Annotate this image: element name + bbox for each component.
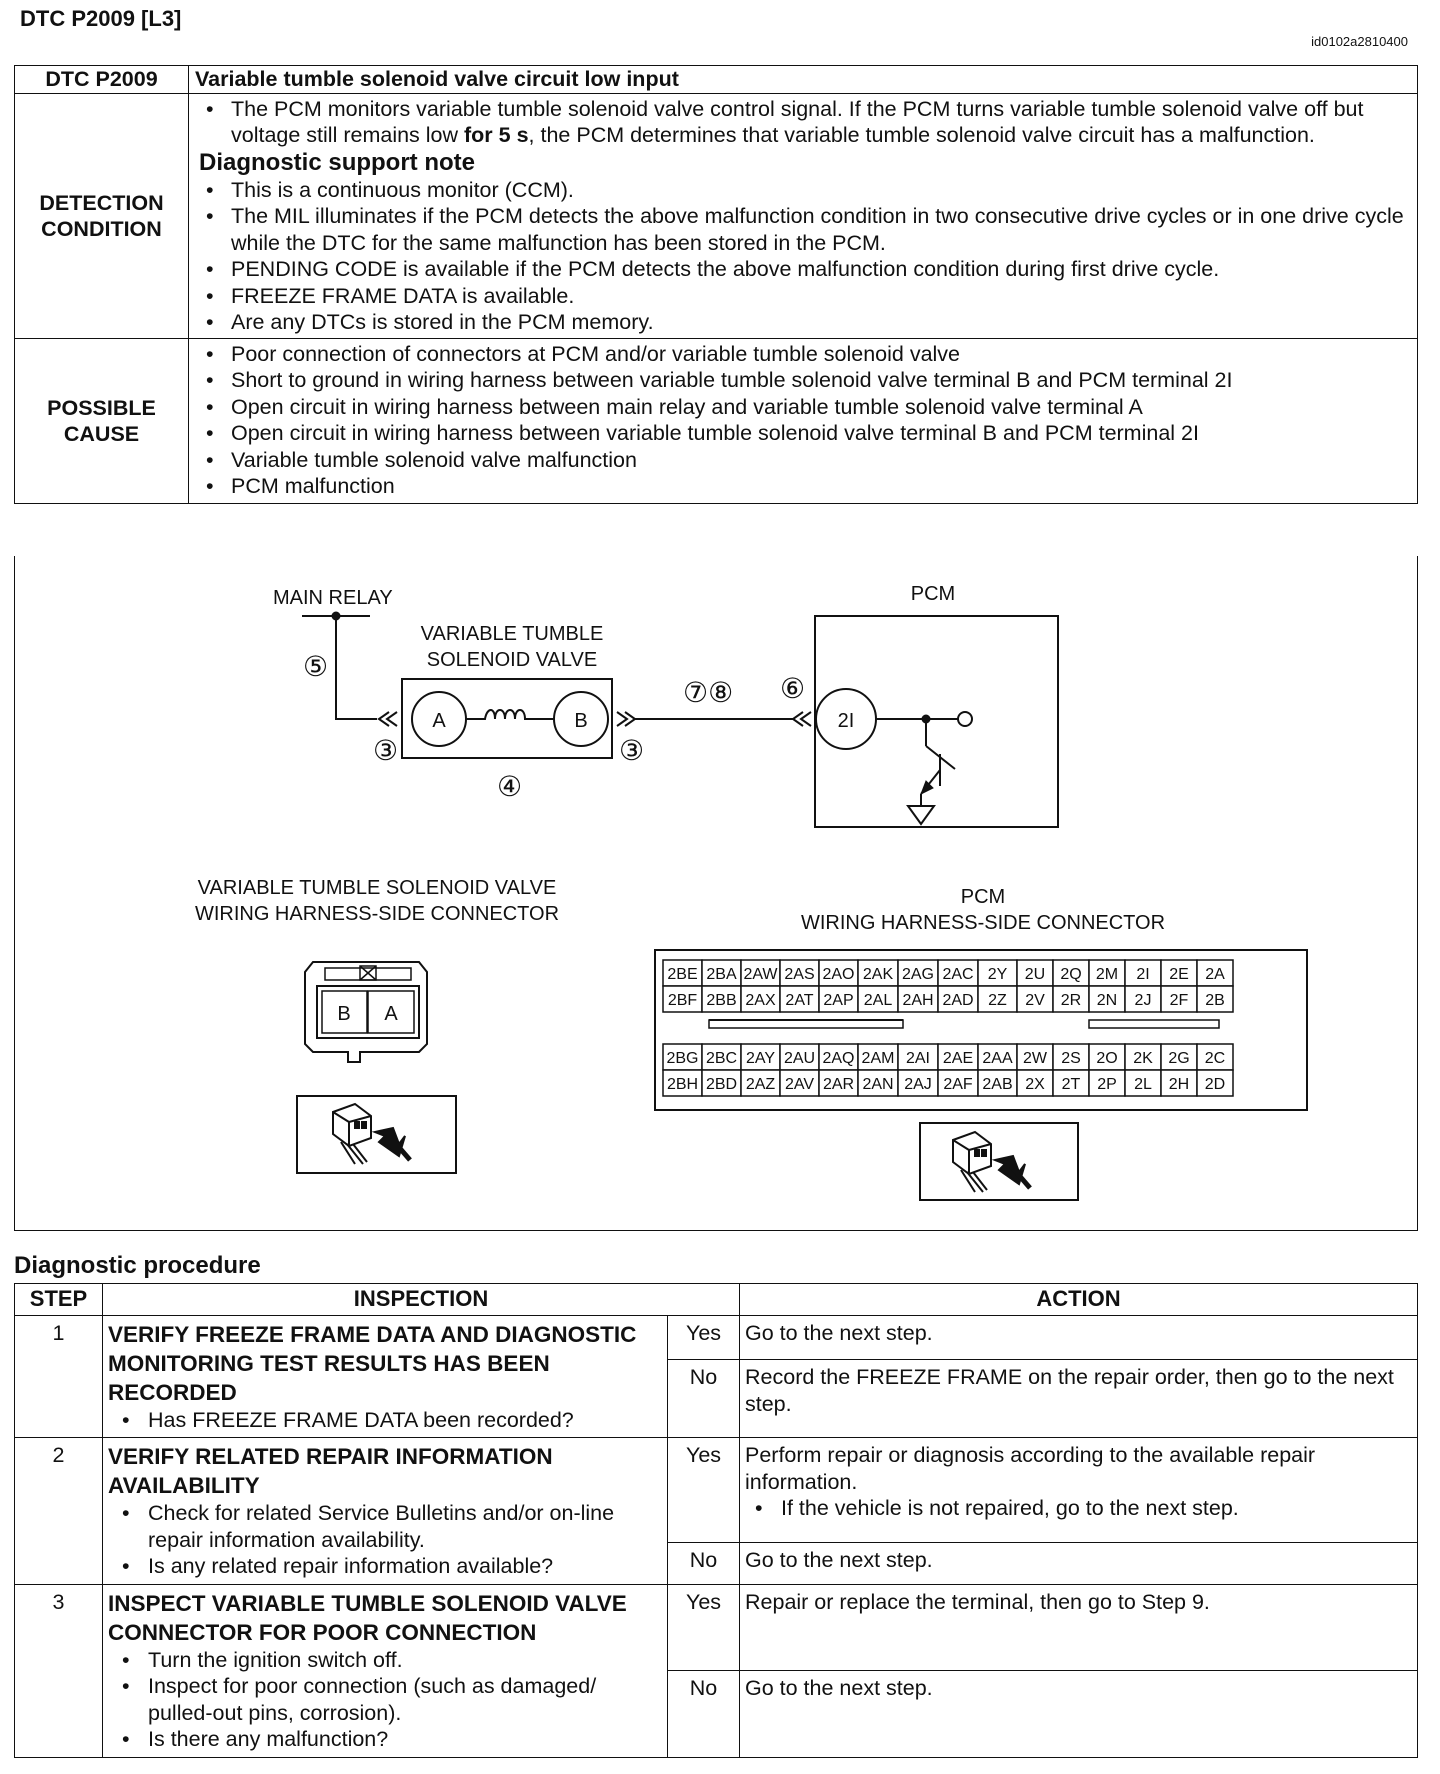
wiring-diagram xyxy=(15,556,1419,1231)
pcm-pin-label: 2A xyxy=(1205,966,1225,983)
pcm-pin-label: 2AV xyxy=(784,1076,815,1093)
list-item: • Turn the ignition switch off. xyxy=(148,1647,662,1674)
no-label: No xyxy=(668,1360,740,1438)
pcm-pin-label: 2M xyxy=(1095,966,1119,983)
wiring-diagram-panel xyxy=(14,556,1418,1231)
pcm-pin-label: 2K xyxy=(1133,1050,1153,1067)
connector-chevron xyxy=(617,712,627,726)
connector-chevron xyxy=(801,712,811,726)
dtc-code-cell: DTC P2009 xyxy=(15,66,189,94)
pcm-pin-label: 2W xyxy=(1023,1050,1047,1067)
pcm-pin-label: 2Y xyxy=(987,966,1008,983)
inspection-header: INSPECTION xyxy=(103,1284,740,1316)
step-number: 1 xyxy=(15,1315,103,1438)
pcm-pin-label: 2BE xyxy=(667,966,698,983)
valve-label-line2: SOLENOID VALVE xyxy=(426,649,598,671)
pcm-pin-label: 2AB xyxy=(982,1076,1013,1093)
detection-text: The PCM monitors variable tumble solenoid valve control signal. If the PCM turns variable tumble solenoid valve off but voltage still remains low xyxy=(231,96,1364,147)
pcm-pin-label: 2BH xyxy=(666,1076,699,1093)
terminal-a-label: A xyxy=(432,710,446,732)
inspection-title: VERIFY RELATED REPAIR INFORMATION AVAILABILITY xyxy=(108,1444,553,1498)
pcm-pin-label: 2L xyxy=(1134,1076,1152,1093)
pcm-connector-title-line2: WIRING HARNESS-SIDE CONNECTOR xyxy=(800,912,1166,934)
pcm-pin-label: 2AC xyxy=(942,966,974,983)
pcm-pin-label: 2AA xyxy=(982,1050,1013,1067)
possible-cause-label xyxy=(15,338,189,503)
procedure-title: Diagnostic procedure xyxy=(14,1252,261,1279)
solenoid-coil xyxy=(466,710,554,719)
pcm-pin-label: 2S xyxy=(1061,1050,1081,1067)
detection-condition-row xyxy=(15,93,1418,338)
inspection-cell xyxy=(103,1315,668,1438)
yes-action: Repair or replace the terminal, then go to Step 9. xyxy=(740,1584,1418,1671)
pcm-connector-key-slot xyxy=(1089,1020,1219,1028)
callout-3-left: ③ xyxy=(373,735,399,766)
inspection-cell xyxy=(103,1438,668,1585)
inspection-cell xyxy=(103,1584,668,1757)
list-item: • Is any related repair information available? xyxy=(148,1553,662,1580)
detection-condition-content xyxy=(189,93,1418,338)
pcm-pin-label: 2AS xyxy=(784,966,815,983)
pcm-pin-label: 2AO xyxy=(822,966,855,983)
label-line: DETECTION xyxy=(39,190,164,215)
list-item: • This is a continuous monitor (CCM). xyxy=(231,177,1411,204)
left-connector-title-line1: VARIABLE TUMBLE SOLENOID VALVE xyxy=(197,877,557,899)
connector-chevron xyxy=(387,712,397,726)
pcm-pin-label: 2V xyxy=(1025,992,1045,1009)
pcm-pin-label: 2AM xyxy=(861,1050,895,1067)
relay-wire xyxy=(336,616,377,719)
pcm-connector-title-line1: PCM xyxy=(960,886,1006,908)
pcm-pin-label: 2AK xyxy=(862,966,894,983)
dtc-header-row xyxy=(15,66,1418,94)
inspection-title: VERIFY FREEZE FRAME DATA AND DIAGNOSTIC MONITORING TEST RESULTS HAS BEEN RECORDED xyxy=(108,1321,637,1405)
table-row xyxy=(15,1438,1418,1543)
valve-label-line1: VARIABLE TUMBLE xyxy=(420,623,604,645)
harness-connector-icon xyxy=(953,1132,1030,1192)
list-item: • Has FREEZE FRAME DATA been recorded? xyxy=(148,1407,662,1434)
connector-view-icon-frame xyxy=(297,1096,456,1173)
table-row xyxy=(15,1315,1418,1360)
ground-symbol xyxy=(908,806,934,824)
list-item: • PENDING CODE is available if the PCM detects the above malfunction condition during first drive cycle. xyxy=(231,256,1411,283)
no-label: No xyxy=(668,1671,740,1758)
pcm-pin-label: 2BB xyxy=(706,992,737,1009)
list-item: • Poor connection of connectors at PCM and/or variable tumble solenoid valve xyxy=(231,341,1411,368)
pcm-pin-label: 2AX xyxy=(745,992,776,1009)
yes-label: Yes xyxy=(668,1315,740,1360)
pcm-pin-label: 2O xyxy=(1096,1050,1118,1067)
callout-4: ④ xyxy=(497,771,523,802)
callout-3-right: ③ xyxy=(619,735,645,766)
main-relay-label: MAIN RELAY xyxy=(273,587,393,609)
inspection-title: INSPECT VARIABLE TUMBLE SOLENOID VALVE CONNECTOR FOR POOR CONNECTION xyxy=(108,1590,627,1645)
list-item: • Variable tumble solenoid valve malfunction xyxy=(231,447,1411,474)
step-header: STEP xyxy=(15,1284,103,1316)
pcm-pin-label: 2AW xyxy=(743,966,778,983)
dtc-description-cell: Variable tumble solenoid valve circuit low input xyxy=(189,66,1418,94)
pcm-pin-label: 2E xyxy=(1169,966,1189,983)
list-item: • Inspect for poor connection (such as damaged/ pulled-out pins, corrosion). xyxy=(148,1673,662,1726)
callout-5: ⑤ xyxy=(303,651,329,682)
diagnostic-procedure-table xyxy=(14,1283,1418,1758)
pcm-connector-key-slot xyxy=(709,1020,903,1028)
pcm-pin-label: 2BF xyxy=(667,992,698,1009)
inspection-list xyxy=(108,1407,662,1434)
list-item: • If the vehicle is not repaired, go to the next step. xyxy=(781,1495,1412,1522)
callout-6: ⑥ xyxy=(780,673,806,704)
pcm-output-node xyxy=(958,712,972,726)
pcm-pin-label: 2D xyxy=(1204,1076,1226,1093)
pcm-pin-label: 2AF xyxy=(943,1076,973,1093)
support-note-heading: Diagnostic support note xyxy=(199,148,475,176)
emitter-arrow xyxy=(921,781,933,794)
yes-action: Go to the next step. xyxy=(740,1315,1418,1360)
label-line: CONDITION xyxy=(41,216,162,241)
yes-label: Yes xyxy=(668,1438,740,1543)
document-id: id0102a2810400 xyxy=(1311,34,1408,49)
pcm-pin-label: 2AZ xyxy=(745,1076,776,1093)
pcm-pin-label: 2B xyxy=(1205,992,1225,1009)
inspection-list xyxy=(108,1647,662,1753)
pcm-pin-label: 2AY xyxy=(745,1050,776,1067)
pcm-pin-label: 2H xyxy=(1168,1076,1190,1093)
detection-main-list xyxy=(195,96,1411,149)
step-number: 3 xyxy=(15,1584,103,1757)
step-number: 2 xyxy=(15,1438,103,1585)
inspection-list xyxy=(108,1500,662,1580)
dtc-info-table xyxy=(14,65,1418,504)
list-item: • Is there any malfunction? xyxy=(148,1726,662,1753)
pcm-pin-label: 2BA xyxy=(706,966,737,983)
callout-7-8: ⑦⑧ xyxy=(683,677,734,708)
no-action: Record the FREEZE FRAME on the repair order, then go to the next step. xyxy=(740,1360,1418,1438)
pcm-pin-label: 2AT xyxy=(785,992,814,1009)
pcm-pin-label: 2T xyxy=(1061,1076,1081,1093)
pcm-pin-label: 2N xyxy=(1096,992,1118,1009)
pcm-pin-label: 2AH xyxy=(902,992,934,1009)
label-line: POSSIBLE xyxy=(47,395,156,420)
list-item: • Open circuit in wiring harness between variable tumble solenoid valve terminal B and PCM terminal 2I xyxy=(231,420,1411,447)
yes-label: Yes xyxy=(668,1584,740,1671)
pcm-label: PCM xyxy=(910,583,956,605)
pcm-pin-label: 2P xyxy=(1097,1076,1117,1093)
pcm-pin-label: 2F xyxy=(1169,992,1189,1009)
pcm-pin-label: 2AJ xyxy=(904,1076,932,1093)
list-item: • The MIL illuminates if the PCM detects the above malfunction condition in two consecutive drive cycles or in one drive cycle while the DTC for the same malfunction has been stored in the PCM. xyxy=(231,203,1411,256)
pcm-pin-label: 2R xyxy=(1060,992,1082,1009)
action-header: ACTION xyxy=(740,1284,1418,1316)
procedure-header-row xyxy=(15,1284,1418,1316)
pcm-pin-label: 2BD xyxy=(705,1076,738,1093)
pcm-pin-label: 2G xyxy=(1168,1050,1190,1067)
pcm-pin-label: 2AU xyxy=(783,1050,816,1067)
connector-latch xyxy=(325,968,411,980)
harness-connector-icon xyxy=(333,1104,410,1164)
pcm-pin-label: 2AN xyxy=(862,1076,894,1093)
pcm-pin-label: 2Z xyxy=(988,992,1007,1009)
yes-action-text: Perform repair or diagnosis according to the available repair information. xyxy=(745,1443,1316,1494)
yes-action xyxy=(740,1438,1418,1543)
no-label: No xyxy=(668,1542,740,1584)
detection-main-item xyxy=(231,96,1411,149)
pcm-pin-label: 2Q xyxy=(1060,966,1082,983)
no-action: Go to the next step. xyxy=(740,1671,1418,1758)
pcm-pin-label: 2AE xyxy=(942,1050,974,1067)
table-row xyxy=(15,1584,1418,1671)
pcm-pin-label: 2J xyxy=(1134,992,1152,1009)
connector-pin-b: B xyxy=(337,1003,351,1025)
list-item: • FREEZE FRAME DATA is available. xyxy=(231,283,1411,310)
support-note-list xyxy=(195,177,1411,336)
pcm-pin-label: 2AQ xyxy=(822,1050,855,1067)
pcm-pin-label: 2BC xyxy=(705,1050,738,1067)
list-item: • Open circuit in wiring harness between main relay and variable tumble solenoid valve terminal A xyxy=(231,394,1411,421)
left-connector-outline xyxy=(305,962,427,1062)
list-item: • Check for related Service Bulletins and/or on-line repair information availability. xyxy=(148,1500,662,1553)
pcm-pin-label: 2BG xyxy=(666,1050,699,1067)
detection-condition-label xyxy=(15,93,189,338)
page-title: DTC P2009 [L3] xyxy=(20,6,182,31)
possible-cause-row xyxy=(15,338,1418,503)
possible-cause-list xyxy=(195,341,1411,500)
pcm-pin-label: 2U xyxy=(1024,966,1046,983)
pcm-pin-label: 2I xyxy=(1136,966,1150,983)
list-item: • Short to ground in wiring harness between variable tumble solenoid valve terminal B and PCM terminal 2I xyxy=(231,367,1411,394)
pcm-pin-label: 2AG xyxy=(901,966,935,983)
pcm-pin-label: 2AI xyxy=(905,1050,931,1067)
pcm-pin-label: 2AD xyxy=(942,992,974,1009)
no-action: Go to the next step. xyxy=(740,1542,1418,1584)
pcm-pin-label: 2AP xyxy=(823,992,854,1009)
pcm-pin-label: 2AR xyxy=(822,1076,855,1093)
label-line: CAUSE xyxy=(63,421,140,446)
list-item: • PCM malfunction xyxy=(231,473,1411,500)
detection-time-value: for 5 s xyxy=(464,123,529,147)
yes-action-list xyxy=(745,1495,1412,1522)
terminal-b-label: B xyxy=(574,710,588,732)
pcm-pin-label: 2C xyxy=(1204,1050,1226,1067)
pcm-pin-label: 2AL xyxy=(863,992,893,1009)
connector-pin-a: A xyxy=(384,1003,398,1025)
possible-cause-content xyxy=(189,338,1418,503)
terminal-2i-label: 2I xyxy=(837,710,855,732)
list-item: • Are any DTCs is stored in the PCM memory. xyxy=(231,309,1411,336)
left-connector-title-line2: WIRING HARNESS-SIDE CONNECTOR xyxy=(194,903,560,925)
detection-text: , the PCM determines that variable tumble solenoid valve circuit has a malfunction. xyxy=(528,123,1315,147)
pcm-pin-label: 2X xyxy=(1025,1076,1045,1093)
